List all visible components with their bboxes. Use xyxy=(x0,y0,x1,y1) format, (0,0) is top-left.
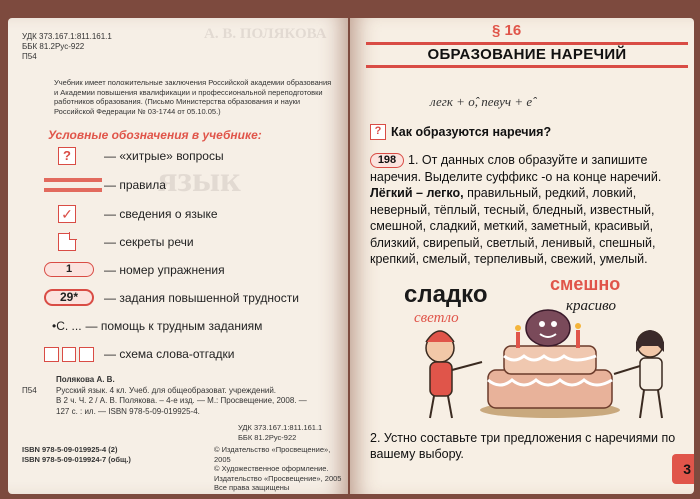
exercise-number-badge: 1 xyxy=(44,262,94,277)
help-marker: •С. ... xyxy=(52,319,82,333)
word-sladko: сладко xyxy=(404,281,488,308)
legend-row-scheme: — схема слова-отгадки xyxy=(44,344,235,364)
cake-illustration xyxy=(400,270,690,422)
note-icon xyxy=(58,233,76,251)
legend-row-rules: — правила xyxy=(44,175,166,195)
section-number: § 16 xyxy=(492,22,522,39)
example-pair: Лёгкий – легко, xyxy=(370,186,464,200)
left-page: А. В. ПОЛЯКОВА язык УДК 373.167.1:811.161.1 ББК 81.2Рус-922 П54 Учебник имеет положительные заключения Российской академии образования и Академии повышения квалификации и профессиональной переподготовки работников образования. (Письмо Министерства образования и науки Российской Федерации № 03-1744 от 05.10.05.) Условные обозначения в учебнике: ? — «хитрые» вопросы — правила ✓ — сведения о языке — секреты речи 1 — номер упражнения 29* — задания повышенной трудности •С. ... — помощь к трудным заданиям — схема слова-отгадки Полякова А. В. П54 Русский язык. 4 кл. Учеб. для общеобразоват. учреждений. В 2 ч. Ч. 2 / А. В. Полякова. – 4-е изд. — М.: Просвещение, 2008. — 127 с. : ил. — ISBN 978-5-09-019925-4. УДК 373.167.1:811.161.1 ББК 81.2Рус-922 ISBN 978-5-09-019925-4 (2) ISBN 978-5-09-019924-7 (общ.) © Издательство «Просвещение», 2005 © Художественное оформление. Издательство «Просвещение», 2005 Все права защищены xyxy=(8,18,348,494)
page-number: 3 xyxy=(672,454,694,484)
legend-row-help: •С. ... — помощь к трудным заданиям xyxy=(52,319,263,333)
check-icon: ✓ xyxy=(58,205,76,223)
word-smeshno: смешно xyxy=(550,274,621,294)
exercise-task-2: 2. Устно составьте три предложения с наречиями по вашему выбору. xyxy=(370,431,676,461)
heading-bar xyxy=(366,42,688,68)
word-scheme-icon xyxy=(44,347,94,362)
question-icon: ? xyxy=(58,147,76,165)
right-page xyxy=(350,18,694,494)
isbn-block: ISBN 978-5-09-019925-4 (2) ISBN 978-5-09-019924-7 (общ.) xyxy=(22,445,131,464)
legend-row-exercise-number: 1 — номер упражнения xyxy=(44,260,225,280)
rule-bars-icon xyxy=(44,175,102,195)
question-text: Как образуются наречия? xyxy=(391,125,552,139)
exercise-198: 198 1. От данных слов образуйте и запишите наречия. Выделите суффикс -о на конце наречий. Лёгкий – легко, правильный, редкий, ловкий, неверный, тёплый, тесный, бледный, известный, смешной, сладкий, меткий, заметный, красивый, близкий, свирепый, светлый, ленивый, спешный, крепкий, смелый, терпеливый, свежий, умелый. xyxy=(370,153,662,266)
question-row xyxy=(370,124,551,140)
legend-row-language: ✓ — сведения о языке xyxy=(44,204,218,224)
question-icon: ? xyxy=(370,124,386,140)
word-list: правильный, редкий, ловкий, неверный, тёплый, тесный, бледный, известный, смешной, сладкий, меткий, заметный, красивый, близкий, свирепый, светлый, ленивый, спешный, крепкий, смелый, терпеливый, свежий, умелый. xyxy=(370,186,656,266)
copyright-block: © Издательство «Просвещение», 2005 © Художественное оформление. Издательство «Просвещение», 2005 Все права защищены xyxy=(214,445,342,492)
page-title: ОБРАЗОВАНИЕ НАРЕЧИЙ xyxy=(427,46,627,63)
hard-exercise-badge: 29* xyxy=(44,289,94,306)
word-krasivo: красиво xyxy=(566,298,616,314)
exercise-number-badge: 198 xyxy=(370,153,404,168)
approval-note: Учебник имеет положительные заключения Российской академии образования и Академии повышения квалификации и профессиональной переподготовки работников образования. (Письмо Министерства образования и науки Российской Федерации № 03-1744 от 05.10.05.) xyxy=(54,78,332,116)
udk-bottom: УДК 373.167.1:811.161.1 ББК 81.2Рус-922 xyxy=(238,423,323,442)
bibliographic-record: Полякова А. В. П54 Русский язык. 4 кл. Учеб. для общеобразоват. учреждений. В 2 ч. Ч. 2 / А. В. Полякова. – 4-е изд. — М.: Просвещение, 2008. — 127 с. : ил. — ISBN 978-5-09-019925-4. xyxy=(22,375,307,416)
legend-row-questions: ? — «хитрые» вопросы xyxy=(44,146,224,166)
legend-row-secrets: — секреты речи xyxy=(44,232,194,252)
legend-row-hard: 29* — задания повышенной трудности xyxy=(44,288,299,308)
word-svetlo: светло xyxy=(414,310,459,326)
legend-title: Условные обозначения в учебнике: xyxy=(48,128,262,142)
morpheme-example: легк + о̂, певуч + е̂ xyxy=(430,94,533,109)
udk-block: УДК 373.167.1:811.161.1 ББК 81.2Рус-922 П54 xyxy=(22,32,112,61)
